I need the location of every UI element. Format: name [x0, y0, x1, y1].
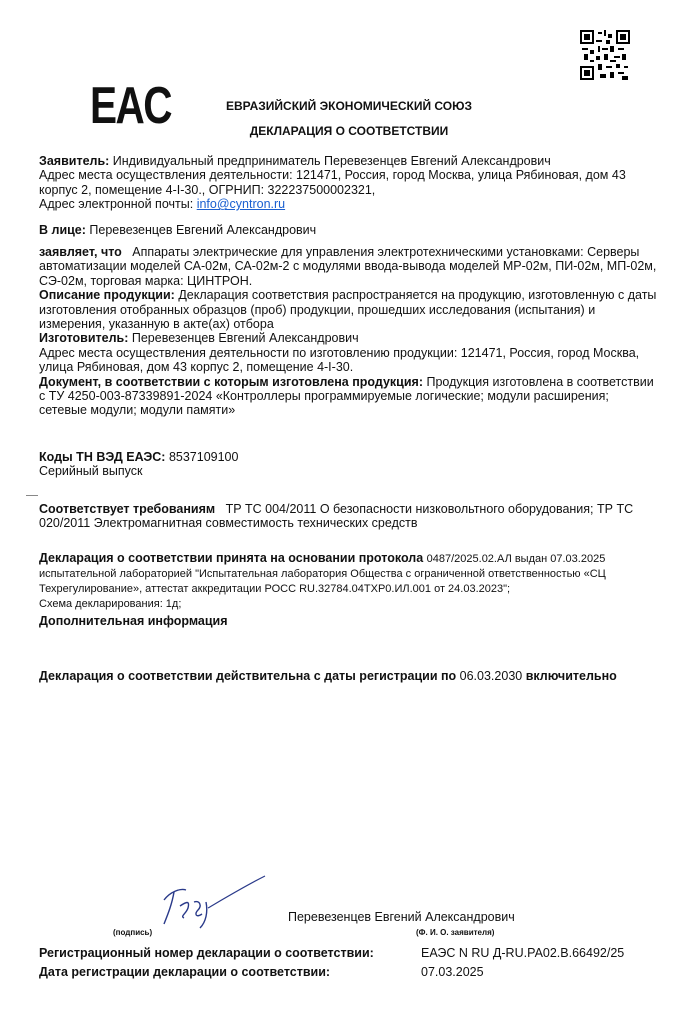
signer-name-caption: (Ф. И. О. заявителя): [416, 928, 495, 937]
applicant-address: Адрес места осуществления деятельности: 121471, Россия, город Москва, улица Рябиновая, дом 43 корпус 2, помещение 4-I-30., ОГРНИП: 322237500002321,: [39, 168, 626, 197]
additional-label: Дополнительная информация: [39, 614, 228, 628]
divider: [26, 495, 38, 496]
basis-value: 0487/2025.02.АЛ выдан 07.03.2025 испытательной лабораторией "Испытательная лаборатория Общества с ограниченной ответственностью «СЦ Техрегулирование», аттестат аккредитации РОСС RU.32784.04ТХР0.ИЛ.001 от 24.03.2023";: [39, 553, 606, 595]
basis-section: [39, 551, 659, 611]
signature-caption: (подпись): [113, 928, 153, 937]
qr-code-icon: [580, 30, 630, 80]
document-value: Продукция изготовлена в соответствии с ТУ 4250-003-87339891-2024 «Контроллеры программируемые логические; модули расширения; сетевые модули; модули памяти»: [39, 374, 654, 418]
email-label: Адрес электронной почты:: [39, 197, 194, 212]
applicant-section: [39, 154, 659, 212]
registration-number-label: Регистрационный номер декларации о соответствии:: [39, 946, 374, 960]
description-label: Описание продукции:: [39, 288, 175, 303]
requirements-label: Соответствует требованиям: [39, 502, 216, 516]
declares-label: заявляет, что: [39, 245, 122, 259]
signer-name: Перевезенцев Евгений Александрович: [288, 910, 515, 924]
eac-logo: EAC: [90, 77, 171, 135]
declares-value: Аппараты электрические для управления электротехническими установками: Серверы автоматизации моделей СА-02м, СА-02м-2 с модулями ввода-вывода моделей МР-02м, ПИ-02м, МП-02м, СЭ-02м, торговая марка: ЦИНТРОН.: [39, 245, 657, 288]
declaration-title: ДЕКЛАРАЦИЯ О СООТВЕТСТВИИ: [249, 124, 449, 138]
validity-date: 06.03.2030: [459, 669, 523, 683]
union-heading: ЕВРАЗИЙСКИЙ ЭКОНОМИЧЕСКИЙ СОЮЗ: [225, 99, 473, 113]
manufacturer-value: Перевезенцев Евгений Александрович: [131, 331, 359, 346]
email-link[interactable]: info@cyntron.ru: [196, 197, 286, 212]
in-person-section: [39, 223, 659, 237]
in-person-value: Перевезенцев Евгений Александрович: [89, 223, 317, 237]
basis-label: Декларация о соответствии принята на основании протокола: [39, 551, 424, 565]
applicant-name: Индивидуальный предприниматель Перевезенцев Евгений Александрович: [112, 154, 551, 168]
manufacturer-label: Изготовитель:: [39, 331, 129, 346]
document-label: Документ, в соответствии с которым изготовлена продукция:: [39, 374, 423, 389]
codes-label: Коды ТН ВЭД ЕАЭС:: [39, 450, 166, 464]
description-value: Декларация соответствия распространяется на продукцию, изготовленную с даты изготовления отобранных образцов (проб) продукции, прошедших исследования (испытания) и измерения, указанную в акте(ах) отбора: [39, 288, 657, 332]
codes-value: 8537109100: [168, 450, 239, 464]
product-section: [39, 245, 659, 418]
validity-suffix: включительно: [525, 669, 617, 683]
registration-date: 07.03.2025: [421, 965, 484, 979]
requirements-value: ТР ТС 004/2011 О безопасности низковольтного оборудования; ТР ТС 020/2011 Электромагнитная совместимость технических средств: [39, 502, 634, 531]
registration-date-label: Дата регистрации декларации о соответствии:: [39, 965, 331, 979]
validity-section: [39, 669, 689, 683]
codes-section: [39, 450, 659, 479]
additional-section: [39, 614, 659, 628]
in-person-label: В лице:: [39, 223, 86, 237]
applicant-label: Заявитель:: [39, 154, 110, 168]
manufacturer-address: Адрес места осуществления деятельности по изготовлению продукции: 121471, Россия, город Москва, улица Рябиновая, дом 43 корпус 2, помещение 4-I-30.: [39, 345, 640, 375]
validity-label: Декларация о соответствии действительна с даты регистрации по: [39, 669, 457, 683]
signature-image: [150, 872, 270, 932]
declaration-scheme: Схема декларирования: 1д;: [39, 598, 182, 610]
registration-number: ЕАЭС N RU Д-RU.РА02.В.66492/25: [421, 946, 625, 960]
serial-release: Серийный выпуск: [39, 464, 143, 479]
requirements-section: [39, 502, 659, 531]
